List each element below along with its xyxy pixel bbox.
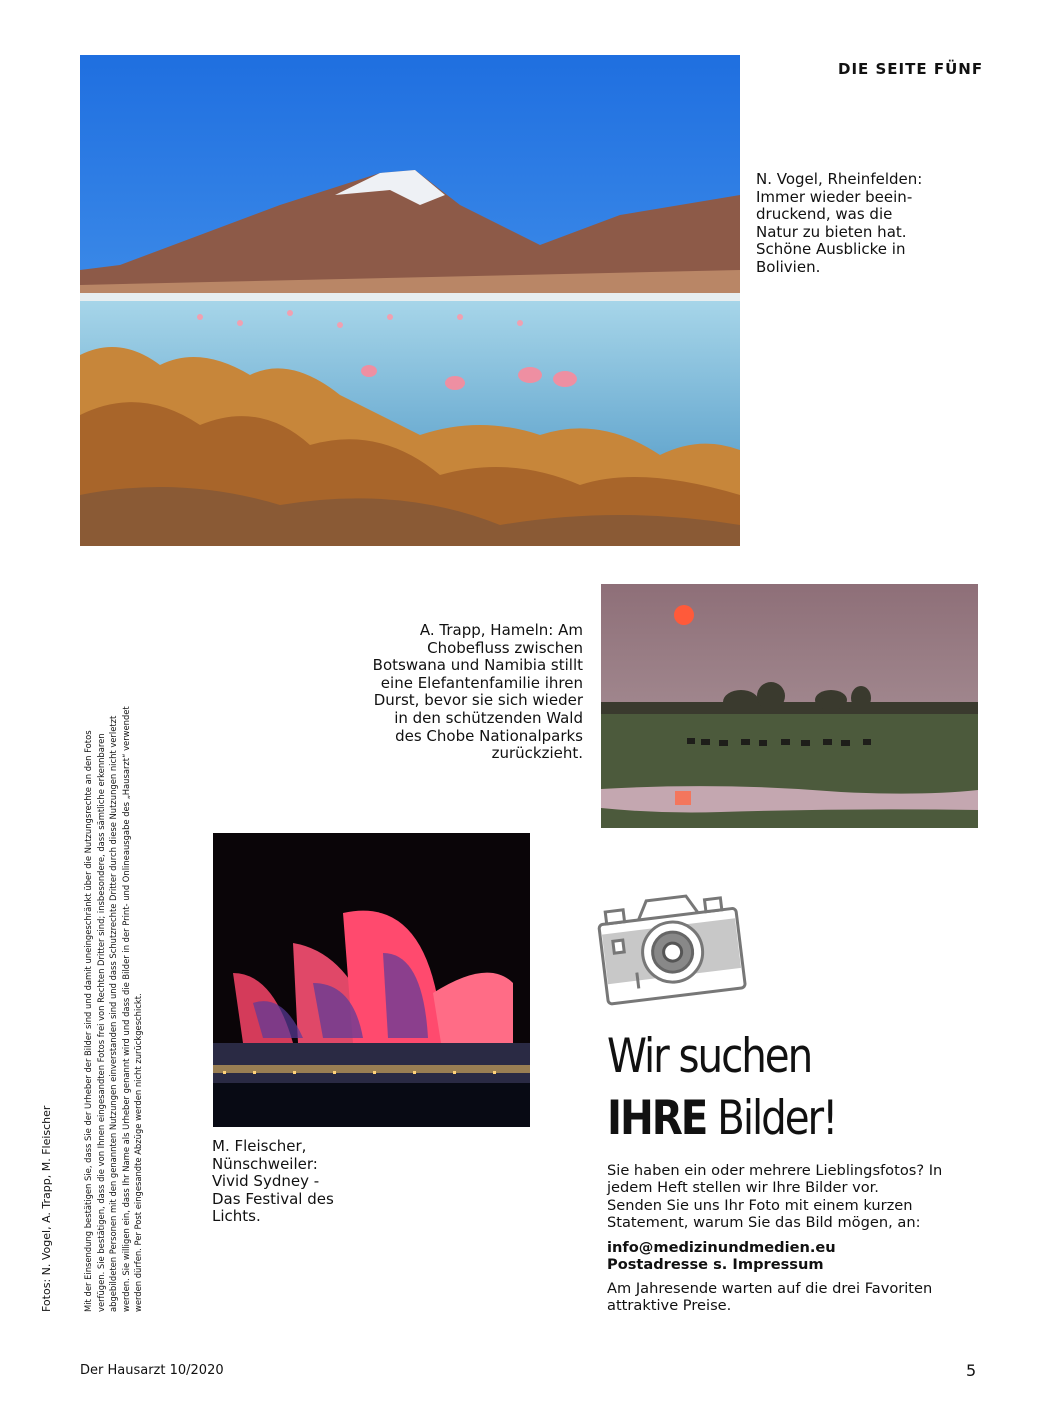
promo-closing: Am Jahresende warten auf die drei Favoriten attraktive Preise. xyxy=(607,1280,933,1315)
section-title: DIE SEITE FÜNF xyxy=(838,60,984,78)
promo-headline-line2 xyxy=(607,1091,837,1146)
caption-bolivia: N. Vogel, Rheinfelden: Immer wieder beein- druckend, was die Natur zu bieten hat. Schöne Ausblicke in Bolivien. xyxy=(756,170,923,276)
promo-headline-line1: Wir suchen xyxy=(607,1029,812,1084)
photo-credits: Fotos: N. Vogel, A. Trapp, M. Fleischer xyxy=(40,1105,53,1312)
promo-postal-address: Postadresse s. Impressum xyxy=(607,1256,824,1273)
photo-botswana xyxy=(601,584,978,828)
legal-disclaimer: Mit der Einsendung bestätigen Sie, dass Sie der Urheber der Bilder sind und damit uneingeschränkt über die Nutzungsrechte an den Fotos verfügen. Sie bestätigen, dass die von Ihnen eingesandten Fotos frei von Rechten Dritter sind; insbesondere, dass sämtliche erkennbaren abgebildeten Personen mit den genannten Nutzungen einverstanden sind und dass Schutzrechte Dritter durch diese Nutzungen nicht verletzt werden. Sie willigen ein, dass Ihr Name als Urheber genannt wird und dass die Bilder in der Print- und Onlineausgabe des „Hausarzt“ verwendet werden dürfen. Per Post eingesandte Abzüge werden nicht zurückgeschickt. xyxy=(83,706,144,1312)
promo-body: Sie haben ein oder mehrere Lieblingsfotos? In jedem Heft stellen wir Ihre Bilder vor. Senden Sie uns Ihr Foto mit einem kurzen Statement, warum Sie das Bild mögen, an: xyxy=(607,1162,943,1232)
promo-email-link[interactable]: info@medizinundmedien.eu xyxy=(607,1239,836,1256)
page-number: 5 xyxy=(966,1361,977,1380)
camera-icon xyxy=(592,888,754,1006)
caption-botswana: A. Trapp, Hameln: Am Chobefluss zwischen Botswana und Namibia stillt eine Elefantenfamilie ihren Durst, bevor sie sich wieder in den schützenden Wald des Chobe Nationalparks zurückzieht. xyxy=(372,621,583,763)
promo-headline-bold: IHRE xyxy=(607,1091,707,1146)
caption-sydney: M. Fleischer, Nünschweiler: Vivid Sydney - Das Festival des Lichts. xyxy=(212,1137,334,1226)
photo-sydney xyxy=(213,833,530,1127)
promo-headline-rest: Bilder! xyxy=(717,1091,837,1146)
photo-bolivia xyxy=(80,55,740,546)
footer-publication: Der Hausarzt 10/2020 xyxy=(80,1363,224,1378)
